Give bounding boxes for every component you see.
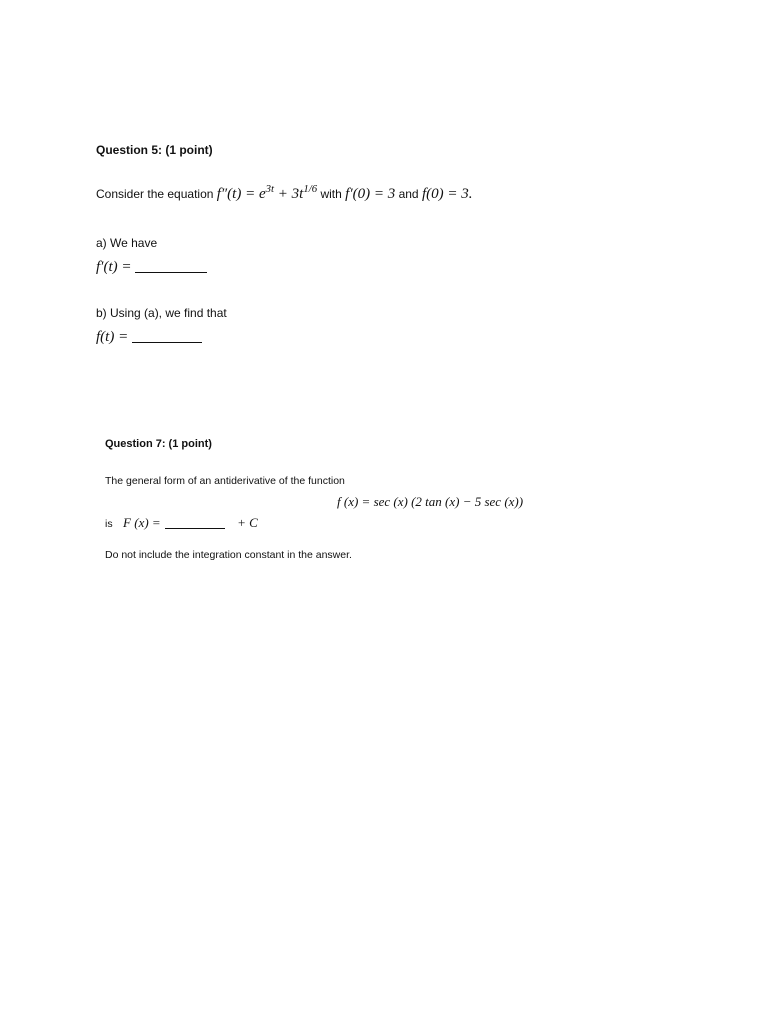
question-7-intro: The general form of an antiderivative of the function bbox=[105, 475, 345, 487]
question-5-heading: Question 5: (1 point) bbox=[96, 143, 213, 157]
part-b-label: b) Using (a), we find that bbox=[96, 306, 227, 320]
part-b-answer-blank[interactable] bbox=[132, 342, 202, 343]
initial-condition-1: f′(0) = 3 bbox=[345, 186, 396, 202]
part-b-answer-row bbox=[96, 328, 202, 346]
is-text: is bbox=[105, 518, 113, 530]
part-b-lhs: f(t) = bbox=[96, 329, 129, 345]
question-7-answer-blank[interactable] bbox=[165, 528, 225, 529]
differential-equation: $f''(t) = e^{3t} + 3t^{1/6}$ bbox=[216, 183, 318, 202]
question-7-note: Do not include the integration constant in the answer. bbox=[105, 549, 352, 561]
intro-text: Consider the equation bbox=[96, 187, 214, 201]
initial-condition-2: f(0) = 3. bbox=[421, 186, 473, 202]
part-a-answer-blank[interactable] bbox=[135, 272, 207, 273]
question-5-statement bbox=[96, 183, 473, 203]
with-text: with bbox=[320, 187, 342, 201]
question-7-answer-row bbox=[105, 514, 258, 532]
question-7-lhs: F (x) = bbox=[123, 515, 161, 530]
part-a-lhs: f′(t) = bbox=[96, 259, 132, 275]
plus-c: + C bbox=[237, 515, 258, 530]
and-text: and bbox=[398, 187, 419, 201]
question-7-heading: Question 7: (1 point) bbox=[105, 438, 212, 450]
part-a-label: a) We have bbox=[96, 236, 158, 250]
question-7-function: f (x) = sec (x) (2 tan (x) − 5 sec (x)) bbox=[337, 494, 524, 509]
part-a-answer-row bbox=[96, 258, 207, 276]
